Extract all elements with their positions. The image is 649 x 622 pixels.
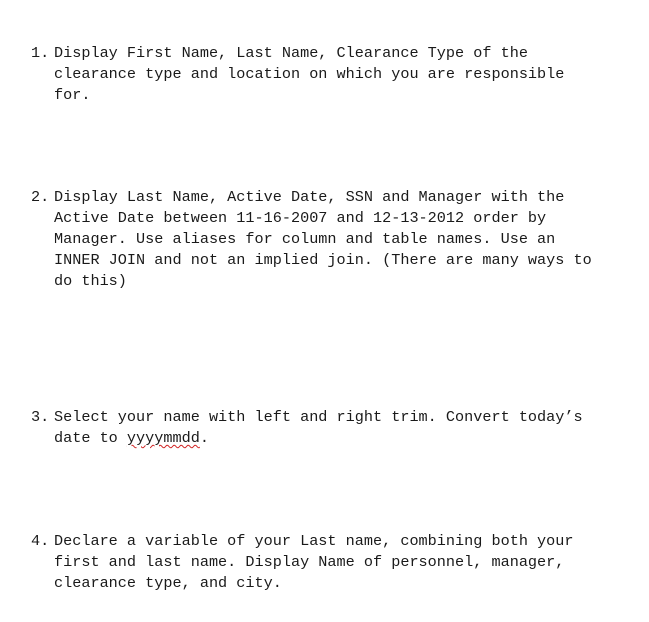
text-line: Declare a variable of your Last name, combining both your <box>54 532 574 550</box>
item-number: 1. <box>31 44 50 62</box>
text-line: Display First Name, Last Name, Clearance Type of the <box>54 44 528 62</box>
text-line: clearance type, and city. <box>54 574 282 592</box>
text-line: Display Last Name, Active Date, SSN and Manager with the <box>54 188 565 206</box>
text-segment: . <box>199 429 209 447</box>
text-line <box>54 428 626 449</box>
text-segment: date to <box>54 429 127 447</box>
item-text <box>54 531 626 594</box>
item-number: 4. <box>31 532 50 550</box>
text-line: do this) <box>54 272 127 290</box>
list-item-2 <box>31 187 631 292</box>
text-line: INNER JOIN and not an implied join. (There are many ways to <box>54 251 592 269</box>
spellcheck-flagged-word: yyyymmdd <box>126 429 200 447</box>
text-line: Active Date between 11-16-2007 and 12-13-2012 order by <box>54 209 547 227</box>
item-number: 2. <box>31 188 50 206</box>
item-number: 3. <box>31 408 50 426</box>
list-item-4 <box>31 531 631 594</box>
text-line: clearance type and location on which you are responsible <box>54 65 565 83</box>
text-line: for. <box>54 86 91 104</box>
list-item-3 <box>31 407 631 449</box>
item-text <box>54 407 626 449</box>
item-text <box>54 187 626 292</box>
list-item-1 <box>31 43 631 106</box>
text-line: Manager. Use aliases for column and table names. Use an <box>54 230 556 248</box>
text-line: Select your name with left and right trim. Convert today’s <box>54 408 583 426</box>
text-line: first and last name. Display Name of personnel, manager, <box>54 553 565 571</box>
item-text <box>54 43 626 106</box>
